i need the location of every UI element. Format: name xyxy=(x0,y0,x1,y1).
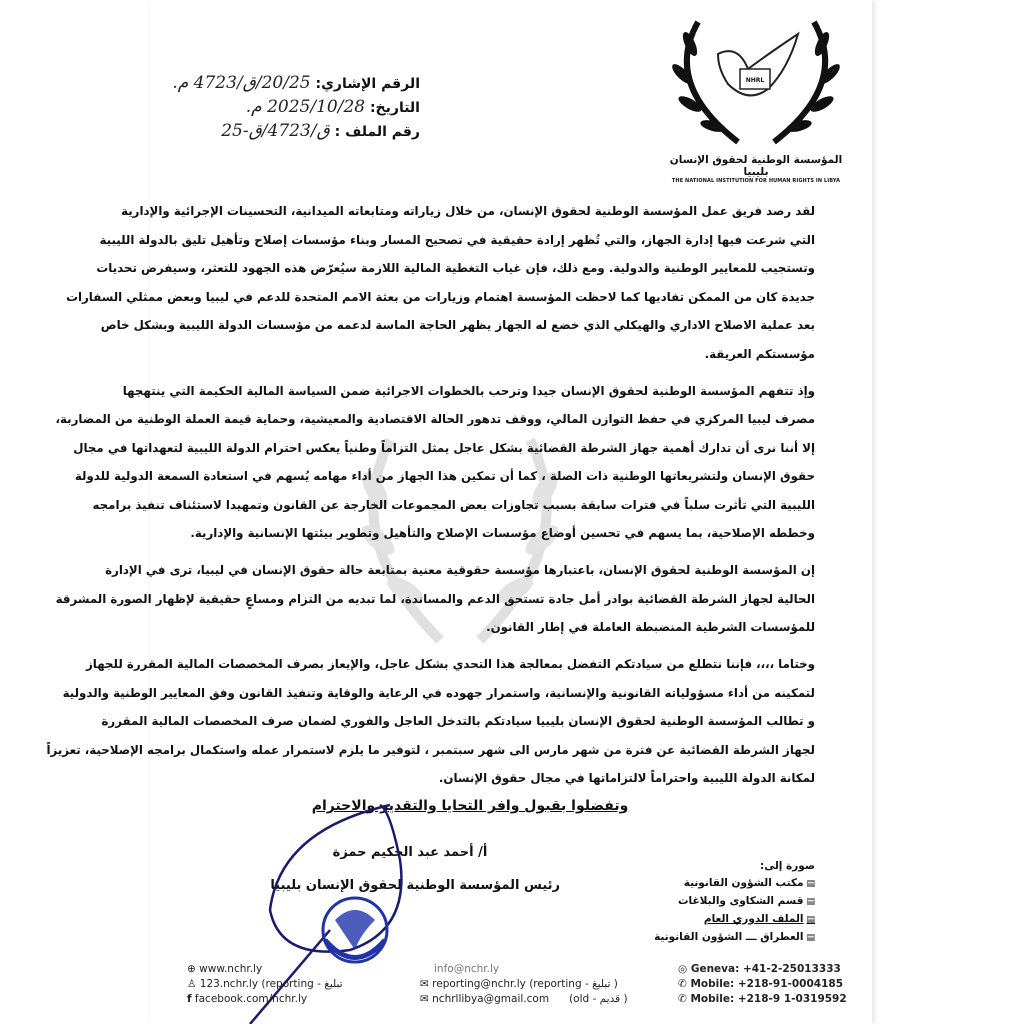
date-value: 2025/10/28 م. xyxy=(245,97,366,117)
file-label: رقم الملف : xyxy=(334,124,420,140)
document-icon: ▤ xyxy=(806,897,815,907)
reference-block xyxy=(160,72,420,144)
footer-web-links xyxy=(187,962,343,1007)
paragraph xyxy=(55,377,815,548)
paragraph-line: لتمكينه من أداء مسؤولياته القانونية والإنسانية، واستمرار جهوده في الرعاية والوقاية وتنفيذ القانون وفق المعايير الوطنية والدولية xyxy=(62,685,815,700)
mobile-phone-1: Mobile: +218-91-0004185 xyxy=(690,978,844,990)
geneva-phone: Geneva: +41-2-25013333 xyxy=(690,963,841,975)
paragraph-line: الحالية لجهاز الشرطة القضائية بوادر أمل جادة تستحق الدعم والمساندة، لما تبديه من التزام ومساعٍ حقيقية لإظهار الصورة المشرقة xyxy=(55,591,815,606)
logo-arabic-name: المؤسسة الوطنية لحقوق الإنسان بليبيا xyxy=(669,154,843,178)
cc-item xyxy=(600,893,815,911)
cc-item-label: قسم الشكاوى والبلاغات xyxy=(677,895,804,907)
phone-icon: ✆ xyxy=(678,978,687,990)
footer-emails xyxy=(420,962,628,1007)
cc-item xyxy=(600,911,815,929)
closing-line: وتفضلوا بقبول وافر التحايا والتقدير والاحترام xyxy=(311,798,629,814)
date xyxy=(160,96,420,120)
info-email[interactable]: info@nchr.ly xyxy=(434,963,500,975)
mobile-phone-2: Mobile: +218-9 1-0319592 xyxy=(690,993,847,1005)
paragraph xyxy=(55,556,815,642)
institution-logo xyxy=(668,14,844,184)
cc-item xyxy=(600,929,815,947)
paragraph-line: وخططه الإصلاحية، بما يسهم في تحسين أوضاع مؤسسات الإصلاح والتأهيل وتطوير بيئتها الإنسانية والإدارية. xyxy=(190,526,815,540)
globe-phone-icon: ◎ xyxy=(678,963,688,975)
footer-phones xyxy=(678,962,847,1007)
cc-item-label: مكتب الشؤون القانونية xyxy=(683,877,804,889)
reference-label: الرقم الإشاري: xyxy=(315,76,420,92)
paragraph-line: لجهاز الشرطة القضائية عن فترة من شهر مارس الى شهر سبتمبر ، لتوفير ما يلزم لاستمرار عمله واستكمال برامجه الإصلاحية، تعزيزاً xyxy=(46,742,815,757)
globe-icon: ⊕ xyxy=(187,963,196,975)
signatory-title: رئيس المؤسسة الوطنية لحقوق الإنسان بليبيا xyxy=(270,878,560,893)
paragraph-line: وختاما ،،،، فإننا نتطلع من سيادتكم التفضل بمعالجة هذا التحدي بشكل عاجل، والإيعاز بصرف المخصصات المالية المقررة للجهاز xyxy=(86,657,815,671)
paragraph-line: للمؤسسات الشرطية المنضبطة العاملة في إطار القانون. xyxy=(486,620,815,634)
cc-item-label: الملف الدوري العام xyxy=(703,913,804,925)
file-value: ق/4723/ق-25 xyxy=(221,121,330,141)
letter-body xyxy=(46,197,815,801)
paragraph-line: و تطالب المؤسسة الوطنية لحقوق الإنسان بليبيا سيادتكم بالتدخل العاجل والفوري لضمان صرف المخصصات المالية المقررة xyxy=(101,714,815,728)
paragraph-line: جديدة كان من الممكن تفاديها كما لاحظت المؤسسة اهتمام وزيارات من بعثة الامم المتحدة للدعم في ليبيا وبعض ممثلي السفارات xyxy=(66,289,815,304)
reporting-email[interactable]: reporting@nchr.ly (reporting - تبليغ ) xyxy=(432,978,618,990)
reference-number xyxy=(160,72,420,96)
paragraph xyxy=(46,650,815,793)
cc-label: صورة إلى: xyxy=(760,860,815,872)
email-icon: ✉ xyxy=(420,978,429,990)
paragraph xyxy=(66,197,815,368)
dove-wreath-icon xyxy=(668,14,844,150)
old-email-label: (old - قديم ) xyxy=(569,993,628,1005)
facebook-link[interactable]: facebook.com/nchr.ly xyxy=(194,993,308,1005)
document-icon: ▤ xyxy=(806,879,815,889)
old-email[interactable]: nchrllibya@gmail.com xyxy=(432,993,550,1005)
signatory-name: أ/ أحمد عبد الحكيم حمزة xyxy=(332,845,488,860)
reporting-site-link[interactable]: 123.nchr.ly (reporting - تبليغ xyxy=(199,978,343,990)
facebook-icon: f xyxy=(187,993,192,1005)
paragraph-line: وإذ تتفهم المؤسسة الوطنية لحقوق الإنسان جيدا وترحب بالخطوات الاجرائية ضمن السياسة المالية الحكيمة التي ينتهجها xyxy=(122,383,815,398)
cc-item xyxy=(600,875,815,893)
paragraph-line: لمكانة الدولة الليبية واحتراماً لالتزاماتها في مجال حقوق الإنسان. xyxy=(438,771,815,785)
paragraph-line: حقوق الإنسان ولتشريعاتها الوطنية ذات الصلة ، كما أن تمكين هذا الجهاز من أداء مهامه يُسهم في استعادة السمعة الدولية للدولة xyxy=(74,469,815,483)
file-number xyxy=(160,120,420,144)
paragraph-line: بعد عملية الاصلاح الاداري والهيكلي الذي خضع له الجهاز يظهر الحاجة الماسة لدعمه من مؤسسات الدولة الليبية وبشكل خاص xyxy=(100,318,815,332)
paragraph-line: مصرف ليبيا المركزي في حفظ التوازن المالي، ووقف تدهور الحالة الاقتصادية والمعيشية، وحماية قيمة العملة الوطنية من المضاربة، xyxy=(55,412,815,426)
reference-value: 20/25/ق/4723 م. xyxy=(172,73,311,93)
cc-list xyxy=(600,858,815,947)
person-icon: ♙ xyxy=(187,978,197,990)
paragraph-line: وتستجيب للمعايير الوطنية والدولية. ومع ذلك، فإن غياب التغطية المالية اللازمة سيُعرّض هذه الجهود للتعثر، وسيفرض تحديات xyxy=(96,261,815,275)
cc-item-label: العطراق ـــ الشؤون القانونية xyxy=(654,931,804,943)
phone-icon: ✆ xyxy=(678,993,687,1005)
logo-badge: NHRL xyxy=(745,77,765,84)
paragraph-line: الليبية التي تأثرت سلباً في فترات سابقة بسبب تجاوزات بعض المجموعات الخارجة عن القانون وتمهيدا لاستئناف تنفيذ برامجه xyxy=(92,497,815,512)
paragraph-line: مؤسستكم العريقة. xyxy=(704,346,815,361)
paragraph-line: التي شرعت فيها إدارة الجهاز، والتي تُظهر إرادة حقيقية في تصحيح المسار وبناء مؤسسات إصلاح وتأهيل تليق بالدولة الليبية xyxy=(99,232,815,247)
paragraph-line: لقد رصد فريق عمل المؤسسة الوطنية لحقوق الإنسان، من خلال زياراته ومتابعاته الميدانية، التحسينات الإجرائية والإدارية xyxy=(121,204,815,218)
paragraph-line: إن المؤسسة الوطنية لحقوق الإنسان، باعتبارها مؤسسة حقوقية معنية بمتابعة حالة حقوق الإنسان في ليبيا، ترى في الإدارة xyxy=(105,563,815,577)
email-icon: ✉ xyxy=(420,993,429,1005)
date-label: التاريخ: xyxy=(369,100,420,116)
document-icon: ▤ xyxy=(806,915,815,925)
document-icon: ▤ xyxy=(806,933,815,943)
website-link[interactable]: www.nchr.ly xyxy=(199,963,263,975)
logo-english-name: THE NATIONAL INSTITUTION FOR HUMAN RIGHTS IN LIBYA xyxy=(671,178,841,184)
paragraph-line: إلا أننا نرى أن تدارك أهمية جهاز الشرطة القضائية بشكل عاجل يمثل التزاماً وطنياً يعكس احترام الدولة الليبية لتعهداتها في مجال xyxy=(73,440,815,455)
